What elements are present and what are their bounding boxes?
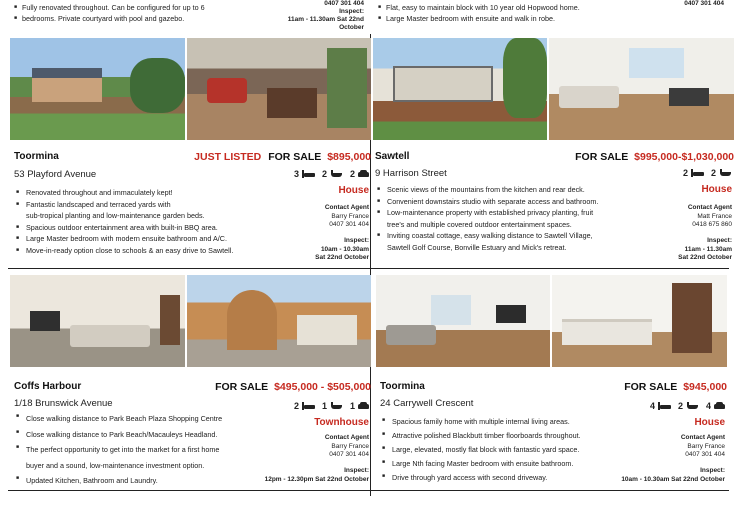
brick-courtyard-photo[interactable] [187,275,371,367]
house-exterior-photo[interactable] [10,38,185,140]
agent-phone: 0407 301 404 [329,451,369,458]
bath-count: 2 [321,169,327,179]
bullet: ■ Low-maintenance property with established privacy planting, fruit [377,207,598,219]
bullet: ■ Updated Kitchen, Bathroom and Laundry. [16,473,222,489]
inspect-date: Sat 22nd October [315,254,369,261]
bath-icon [686,402,699,410]
contact-agent-label: Contact Agent [680,434,725,441]
inspect-label: Inspect: [707,237,732,244]
address: 9 Harrison Street [375,168,447,179]
car-count: 1 [349,401,355,411]
inspection-times [678,237,732,263]
feature-list [382,415,581,485]
agent-contact [681,434,725,460]
property-type: Townhouse [314,417,369,428]
property-type: House [701,184,732,195]
for-sale-label: FOR SALE [215,381,269,393]
bottom-divider [8,490,729,491]
agent-phone: 0407 301 404 [685,451,725,458]
bullet: ■ Attractive polished Blackbutt timber floorboards throughout. [382,429,581,443]
listing-card[interactable] [10,275,371,490]
previous-left-bullets [14,2,205,24]
car-count: 2 [349,169,355,179]
bullet: ■ Inviting coastal cottage, easy walking distance to Sawtell Village, [377,230,598,242]
inspect-label: Inspect: [344,467,369,474]
row-divider [8,268,729,269]
family-room-photo[interactable] [376,275,550,367]
price: $995,000-$1,030,000 [634,151,734,163]
feature-list [16,411,222,489]
for-sale-label: FOR SALE [624,381,678,393]
for-sale-label: FOR SALE [268,151,322,163]
bed-icon [658,402,671,410]
property-type: House [338,185,369,196]
listing-card[interactable] [10,38,371,268]
bed-count: 2 [682,168,688,178]
address: 53 Playford Avenue [14,169,97,180]
inspect-time: 11am - 11.30am Sat 22nd October [287,16,364,31]
agent-name: Barry France [687,442,725,450]
lounge-room-photo[interactable] [10,275,185,367]
sale-status [194,151,371,163]
suburb: Sawtell [375,151,410,162]
contact-agent-label: Contact Agent [687,204,732,211]
bullet-continuation: sub-tropical planting and low-maintenance garden beds. [26,211,205,220]
suburb: Toormina [380,381,425,392]
photo-gallery[interactable] [373,38,734,140]
bed-icon [302,170,315,178]
property-type: House [694,417,725,428]
inspect-date: Sat 22nd October [678,254,732,261]
bullet: ■ Fantastic landscaped and terraced yards with [16,199,233,211]
bath-icon [719,169,732,177]
agent-name: Matt France [697,212,732,220]
bullet: ■ Convenient downstairs studio with separate access and bathroom. [377,196,598,208]
inspection-times [265,467,369,484]
previous-left-contact [270,0,364,32]
property-features [683,168,732,178]
bullet: ■ Scenic views of the mountains from the kitchen and rear deck. [377,184,598,196]
bullet: ■ Move-in-ready option close to schools & an easy drive to Sawtell. [16,245,233,257]
listing-card[interactable] [373,38,734,268]
inspect-time: 10am - 10.30am Sat 22nd October [621,475,725,483]
bullet: ■ Spacious outdoor entertainment area with built-in BBQ area. [16,222,233,234]
price: $895,000 [327,151,371,163]
bed-count: 4 [649,401,655,411]
bath-count: 2 [677,401,683,411]
inspect-label: Inspect: [339,8,364,15]
previous-right-phone: 0407 301 404 [684,0,724,7]
agent-phone: 0407 301 404 [324,0,364,7]
car-icon [714,402,725,410]
feature-list [16,187,233,256]
photo-gallery[interactable] [10,275,371,367]
agent-contact [325,204,369,230]
inspect-time: 11am - 11.30am [684,245,732,253]
suburb: Toormina [14,151,59,162]
suburb: Coffs Harbour [14,381,82,392]
inspect-label: Inspect: [700,467,725,474]
bullet: ■ Fully renovated throughout. Can be configured for up to 6 [14,2,205,13]
bath-icon [330,402,343,410]
agent-contact [325,434,369,460]
previous-right-bullets [378,2,580,24]
outdoor-patio-photo[interactable] [187,38,371,140]
contact-agent-label: Contact Agent [324,434,369,441]
bullet: ■ Close walking distance to Park Beach Plaza Shopping Centre [16,411,222,427]
car-icon [358,402,369,410]
bullet: ■ Large Master bedroom with modern ensuite bathroom and A/C. [16,233,233,245]
agent-phone: 0418 675 860 [692,221,732,228]
just-listed-badge: JUST LISTED [194,151,262,163]
car-count: 4 [705,401,711,411]
inspect-time: 12pm - 12.30pm Sat 22nd October [264,475,369,483]
bullet-continuation: buyer and a sound, low-maintenance investment option. [26,460,205,470]
bullet: ■ Drive through yard access with second driveway. [382,471,581,485]
previous-listings-strip [0,0,737,34]
sale-status [215,381,371,393]
car-icon [358,170,369,178]
bed-count: 3 [293,169,299,179]
property-features [650,401,725,411]
bullet-continuation: tree's and multiple covered outdoor entertainment spaces. [387,219,572,229]
contact-agent-label: Contact Agent [324,204,369,211]
address: 1/18 Brunswick Avenue [14,398,113,409]
agent-contact [688,204,732,230]
feature-list [377,184,598,253]
living-room-photo[interactable] [549,38,734,140]
bullet: ■ Spacious family home with multiple internal living areas. [382,415,581,429]
inspection-times [315,237,369,263]
bullet: ■ The perfect opportunity to get into the market for a first home [16,442,222,458]
bullet: ■ Large, elevated, mostly flat block with fantastic yard space. [382,443,581,457]
property-features [294,401,369,411]
property-features [294,169,369,179]
inspect-time: 10am - 10.30am [320,245,369,253]
bullet: ■ Renovated throughout and immaculately kept! [16,187,233,199]
inspect-label: Inspect: [344,237,369,244]
bullet: ■ Close walking distance to Park Beach/Macauleys Headland. [16,427,222,443]
bullet: ■ Large Master bedroom with ensuite and walk in robe. [378,13,580,24]
address: 24 Carrywell Crescent [380,398,474,409]
bullet-continuation: Sawtell Golf Course, Bonville Estuary and Mick's retreat. [387,242,567,252]
bath-count: 1 [321,401,327,411]
agent-name: Barry France [331,212,369,220]
sale-status [624,381,727,393]
listing-card[interactable] [376,275,727,490]
bath-count: 2 [710,168,716,178]
price: $495,000 - $505,000 [274,381,371,393]
agent-phone: 0407 301 404 [329,221,369,228]
inspection-times [621,467,725,484]
photo-gallery[interactable] [376,275,727,367]
agent-name: Barry France [331,442,369,450]
bullet: ■ bedrooms. Private courtyard with pool and gazebo. [14,13,205,24]
for-sale-label: FOR SALE [575,151,629,163]
bed-icon [302,402,315,410]
bed-icon [691,169,704,177]
photo-gallery[interactable] [10,38,371,140]
sale-status [575,151,734,163]
bath-icon [330,170,343,178]
cottage-deck-photo[interactable] [373,38,547,140]
kitchen-photo[interactable] [552,275,727,367]
bed-count: 2 [293,401,299,411]
price: $945,000 [683,381,727,393]
bullet: ■ Flat, easy to maintain block with 10 year old Hopwood home. [378,2,580,13]
bullet: ■ Large Nth facing Master bedroom with ensuite bathroom. [382,457,581,471]
